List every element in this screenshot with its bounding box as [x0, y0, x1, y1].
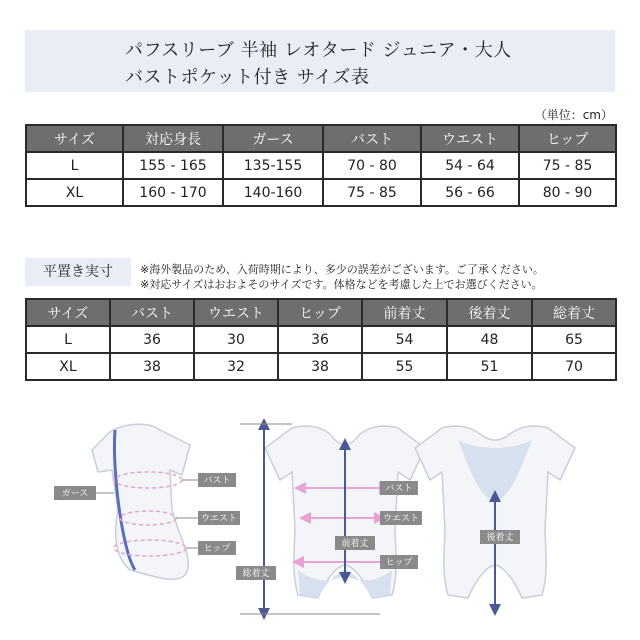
table-row [26, 353, 616, 380]
header-waist: ウエスト [194, 299, 278, 326]
cell-girth: 140-160 [223, 179, 323, 206]
cell-back-length: 48 [447, 326, 532, 353]
waist-label: ウエスト [200, 514, 238, 524]
cell-bust: 36 [110, 326, 194, 353]
unit-note: （単位：cm） [534, 108, 613, 122]
cell-girth: 135-155 [223, 152, 323, 179]
cell-total-length: 70 [532, 353, 616, 380]
header-front-length: 前着丈 [362, 299, 447, 326]
cell-waist: 54 - 64 [421, 152, 519, 179]
front-view-figure [236, 424, 425, 614]
cell-back-length: 51 [447, 353, 532, 380]
header-back-length: 後着丈 [447, 299, 532, 326]
cell-size: XL [26, 353, 110, 380]
header-bust: バスト [323, 125, 421, 152]
flat-measurement-table [25, 298, 617, 381]
cell-hip: 38 [278, 353, 362, 380]
cell-size: L [26, 152, 123, 179]
header-size: サイズ [26, 125, 123, 152]
cell-bust: 38 [110, 353, 194, 380]
size-chart-header-row [26, 125, 616, 152]
import-note: ※海外製品のため、入荷時期により、多少の誤差がございます。ご了承ください。 [140, 263, 544, 276]
cell-waist: 30 [194, 326, 278, 353]
front-bust-label: バスト [385, 484, 413, 494]
cell-waist: 32 [194, 353, 278, 380]
cell-waist: 56 - 66 [421, 179, 519, 206]
cell-hip: 75 - 85 [519, 152, 616, 179]
table-row [26, 152, 616, 179]
cell-height: 155 - 165 [123, 152, 223, 179]
cell-size: XL [26, 179, 123, 206]
bust-label: バスト [203, 476, 231, 486]
cell-size: L [26, 326, 110, 353]
table-row [26, 326, 616, 353]
product-title-line2: バストポケット付き サイズ表 [125, 67, 370, 88]
cell-hip: 36 [278, 326, 362, 353]
front-length-label: 前着丈 [341, 539, 369, 549]
header-height: 対応身長 [123, 125, 223, 152]
back-length-label: 後着丈 [486, 533, 514, 543]
size-note: ※対応サイズはおおよそのサイズです。体格などを考慮した上でお選びください。 [140, 278, 543, 291]
back-view-figure [415, 426, 575, 610]
header-hip: ヒップ [278, 299, 362, 326]
cell-bust: 70 - 80 [323, 152, 421, 179]
cell-front-length: 55 [362, 353, 447, 380]
side-view-figure [54, 424, 240, 579]
product-title-line1: パフスリーブ 半袖 レオタード ジュニア・大人 [125, 40, 512, 61]
header-girth: ガース [223, 125, 323, 152]
hip-label: ヒップ [203, 544, 231, 554]
table-row [26, 179, 616, 206]
flat-measurement-label: 平置き実寸 [25, 258, 131, 286]
cell-height: 160 - 170 [123, 179, 223, 206]
measurement-diagram [0, 400, 640, 640]
cell-total-length: 65 [532, 326, 616, 353]
cell-bust: 75 - 85 [323, 179, 421, 206]
front-hip-label: ヒップ [385, 558, 413, 568]
header-total-length: 総着丈 [532, 299, 616, 326]
title-banner [25, 30, 615, 92]
header-hip: ヒップ [519, 125, 616, 152]
front-waist-label: ウエスト [382, 514, 420, 524]
header-waist: ウエスト [421, 125, 519, 152]
header-bust: バスト [110, 299, 194, 326]
cell-front-length: 54 [362, 326, 447, 353]
cell-hip: 80 - 90 [519, 179, 616, 206]
header-size: サイズ [26, 299, 110, 326]
size-chart-table [25, 124, 617, 207]
total-length-label: 総着丈 [242, 569, 270, 579]
flat-table-header-row [26, 299, 616, 326]
girth-label: ガース [61, 489, 89, 499]
